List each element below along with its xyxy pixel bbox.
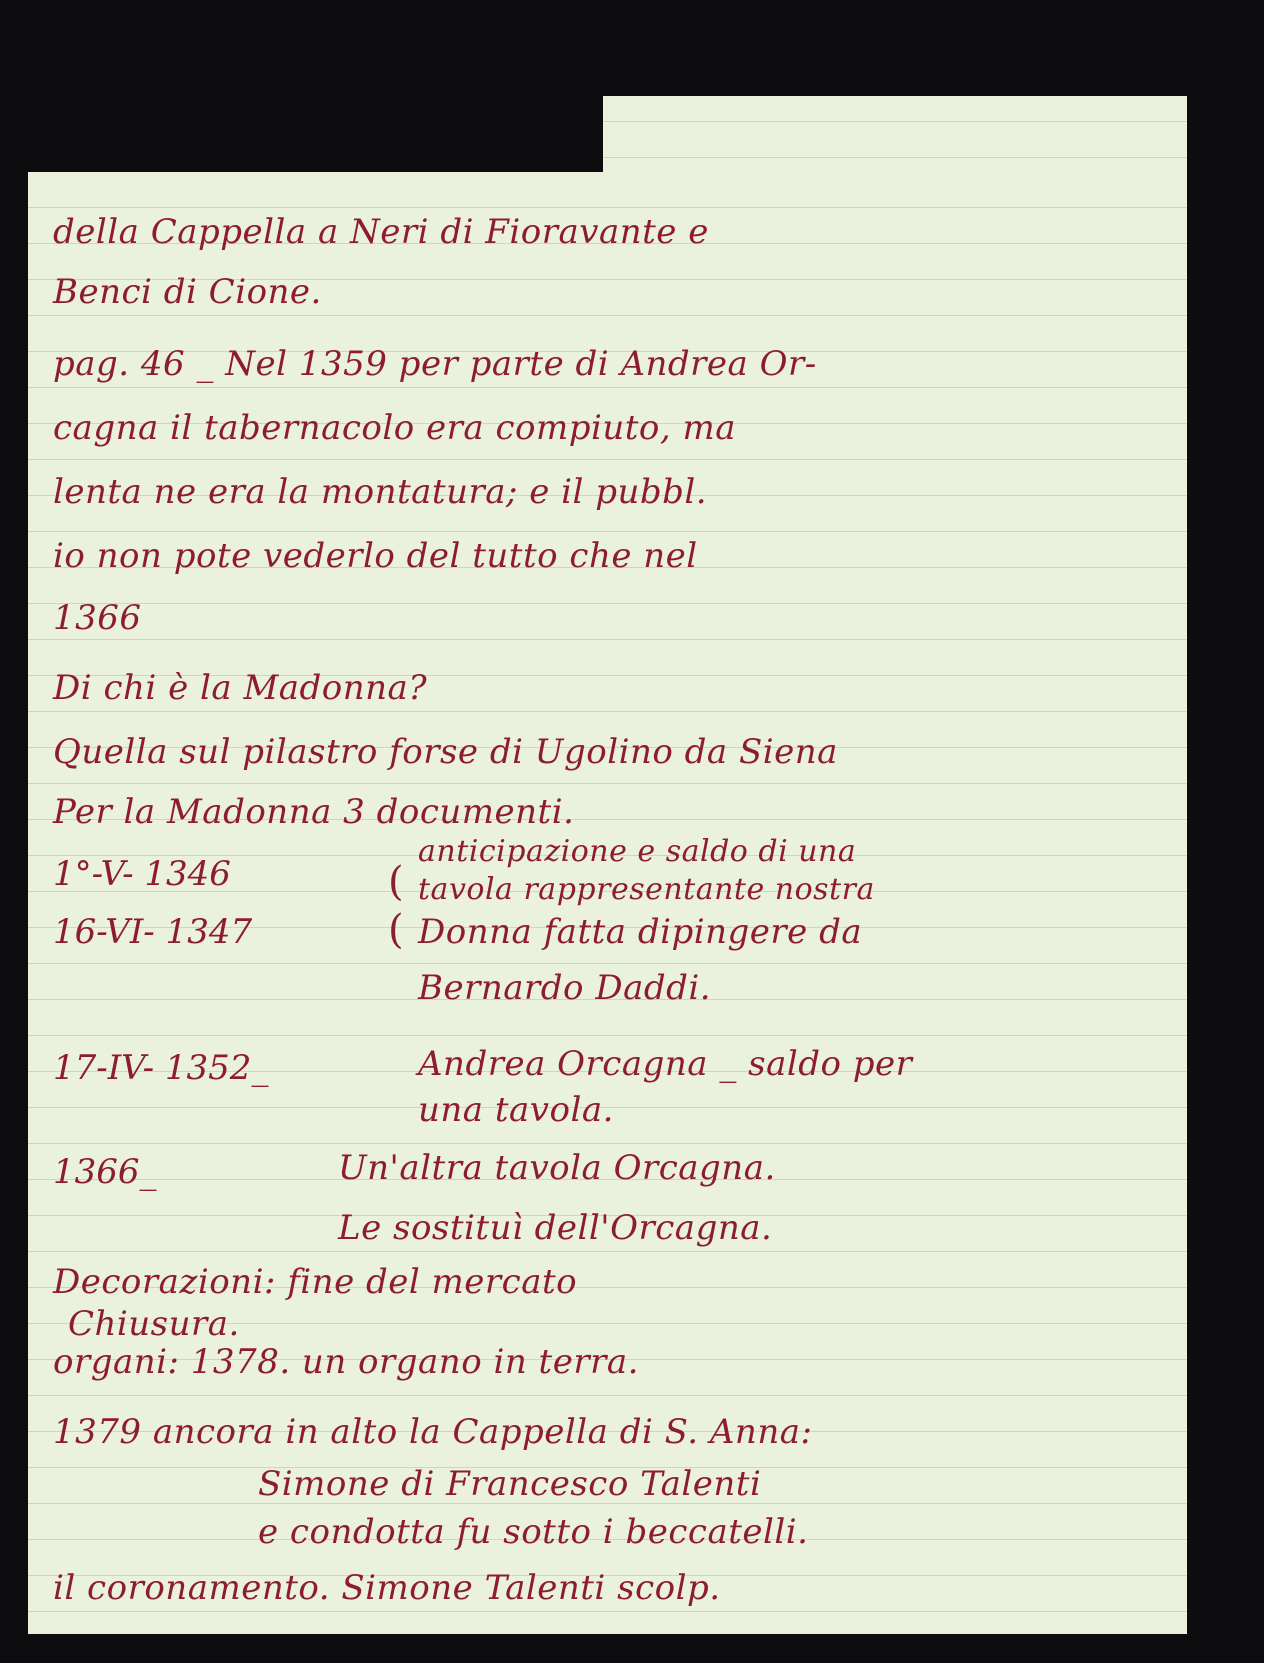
entry-line-5: Andrea Orcagna _ saldo per <box>418 1044 913 1084</box>
date-1366: 1366_ <box>53 1152 157 1192</box>
entry-line-1: anticipazione e saldo di una <box>418 834 857 869</box>
entry-line-4: Bernardo Daddi. <box>418 968 712 1008</box>
entry-line-8: Le sostituì dell'Orcagna. <box>338 1208 773 1248</box>
text-line-11: Decorazioni: fine del mercato <box>53 1262 578 1302</box>
date-1347: 16-VI- 1347 <box>53 912 253 952</box>
text-line-14: 1379 ancora in alto la Cappella di S. Anna: <box>53 1412 813 1452</box>
text-line-4: cagna il tabernacolo era compiuto, ma <box>53 408 737 448</box>
text-line-7: 1366 <box>53 598 142 638</box>
date-1346: 1°-V- 1346 <box>53 854 231 894</box>
text-line-3: pag. 46 _ Nel 1359 per parte di Andrea Or- <box>53 344 817 384</box>
text-line-12: Chiusura. <box>68 1304 240 1344</box>
handwritten-page <box>28 172 1187 1634</box>
entry-line-3: Donna fatta dipingere da <box>418 912 863 952</box>
brace-1: ( <box>388 859 404 905</box>
text-line-2: Benci di Cione. <box>53 272 322 312</box>
text-line-15: Simone di Francesco Talenti <box>258 1464 762 1504</box>
text-line-17: il coronamento. Simone Talenti scolp. <box>53 1568 721 1608</box>
text-line-1: della Cappella a Neri di Fioravante e <box>53 212 709 252</box>
entry-line-7: Un'altra tavola Orcagna. <box>338 1148 776 1188</box>
entry-line-2: tavola rappresentante nostra <box>418 872 875 907</box>
text-line-10: Per la Madonna 3 documenti. <box>53 792 575 832</box>
text-line-13: organi: 1378. un organo in terra. <box>53 1342 639 1382</box>
brace-2: ( <box>388 907 404 953</box>
text-line-5: lenta ne era la montatura; e il pubbl. <box>53 472 708 512</box>
text-line-6: io non pote vederlo del tutto che nel <box>53 536 698 576</box>
text-line-9: Quella sul pilastro forse di Ugolino da Siena <box>53 732 838 772</box>
entry-line-6: una tavola. <box>418 1090 614 1130</box>
text-line-16: e condotta fu sotto i beccatelli. <box>258 1512 809 1552</box>
text-line-8: Di chi è la Madonna? <box>53 668 428 708</box>
date-1352: 17-IV- 1352_ <box>53 1048 269 1088</box>
